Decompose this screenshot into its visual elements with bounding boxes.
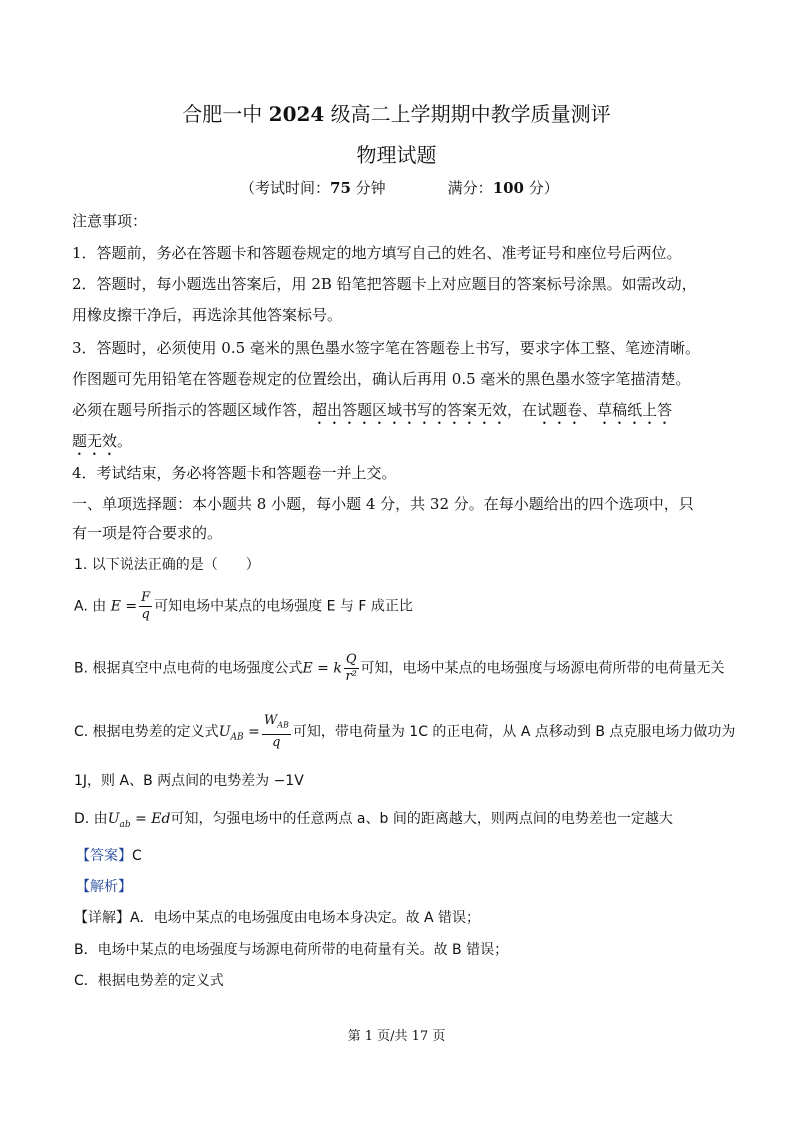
time-label: （考试时间： — [240, 179, 331, 197]
option-a-numerator: F — [141, 590, 151, 605]
notice-item-3-line-2: 作图题可先用铅笔在答题卷规定的位置绘出，确认后再用 0.5 毫米的黑色墨水签字笔描清楚。 — [72, 370, 691, 388]
option-d-suffix: 可知，匀强电场中的任意两点 a、b 间的距离越大，则两点间的电势差也一定越大 — [170, 811, 673, 827]
option-c-suffix: 可知，带电荷量为 1C 的正电荷，从 A 点移动到 B 点克服电场力做功为 — [292, 723, 736, 740]
notice-3-3f: 草稿纸上答 — [597, 401, 673, 419]
option-c-numerator — [262, 713, 291, 735]
page-number: 第 1 页/共 17 页 — [347, 1029, 446, 1044]
option-b-fraction — [344, 652, 359, 685]
time-value: 75 — [330, 179, 351, 197]
option-c-line-2: 1J，则 A、B 两点间的电势差为 −1V — [74, 773, 304, 789]
option-a-suffix: 可知电场中某点的电场强度 E 与 F 成正比 — [154, 598, 413, 615]
notice-item-2-line-2: 用橡皮擦干净后，再选涂其他答案标号。 — [72, 306, 343, 324]
notice-item-1: 1．答题前，务必在答题卡和答题卷规定的地方填写自己的姓名、准考证号和座位号后两位。 — [72, 244, 682, 262]
notice-3-3c: ，在 — [507, 401, 538, 419]
option-c-num-w: W — [263, 713, 278, 728]
detail-a-text: A．电场中某点的电场强度由电场本身决定。故 A 错误； — [130, 910, 481, 926]
notice-heading: 注意事项： — [72, 212, 148, 230]
answer-line — [76, 845, 142, 865]
exam-subject: 物理试题 — [356, 143, 437, 167]
score-unit: 分） — [524, 179, 559, 197]
notice-item-4: 4．考试结束，务必将答题卡和答题卷一并上交。 — [72, 464, 397, 482]
option-c-eq: = — [243, 723, 260, 740]
option-a-fraction — [139, 590, 152, 623]
notice-item-3-line-4 — [72, 430, 132, 459]
section-1-line-2: 有一项是符合要求的。 — [72, 524, 223, 542]
time-unit: 分钟 — [350, 179, 386, 197]
detail-b: B．电场中某点的电场强度与场源电荷所带的电荷量有关。故 B 错误； — [74, 942, 509, 958]
option-d-sub: ab — [119, 819, 131, 830]
notice-3-3b: 超出答题区域书写的答案无效 — [312, 401, 508, 419]
notice-item-3-line-3 — [72, 399, 672, 428]
option-a — [74, 590, 413, 623]
exam-info — [240, 177, 559, 198]
option-b-formula-lhs: E = k — [302, 660, 342, 677]
section-1-line-1: 一、单项选择题：本小题共 8 小题，每小题 4 分，共 32 分。在每小题给出的四个选项中，只 — [72, 495, 694, 513]
title-part2: 级高二上学期期中教学质量测评 — [324, 102, 611, 126]
notice-3-3e: 、 — [582, 401, 598, 419]
answer-label: 【答案】 — [76, 848, 132, 864]
option-b-denominator: r² — [345, 669, 357, 684]
option-a-formula-lhs: E = — [110, 598, 138, 615]
analysis-label: 【解析】 — [76, 879, 132, 895]
detail-label: 【详解】 — [74, 910, 130, 926]
option-d-formula: U — [107, 811, 120, 827]
option-a-denominator: q — [141, 607, 150, 622]
question-1-stem: 1. 以下说法正确的是（ ） — [74, 557, 260, 573]
notice-item-3-line-1: 3．答题时，必须使用 0.5 毫米的黑色墨水签字笔在答题卷上书写，要求字体工整、笔迹清晰。 — [72, 339, 700, 357]
option-d-prefix: D. 由 — [74, 811, 108, 827]
option-a-prefix: A. 由 — [74, 598, 107, 615]
option-b-suffix: 可知，电场中某点的电场强度与场源电荷所带的电荷量无关 — [360, 660, 725, 677]
score-label: 满分： — [447, 179, 493, 197]
option-b-prefix: B. 根据真空中点电荷的电场强度公式 — [74, 660, 303, 677]
option-b — [74, 652, 725, 685]
title-part1: 合肥一中 — [182, 102, 269, 126]
answer-value: C — [132, 848, 142, 864]
option-c-prefix: C. 根据电势差的定义式 — [74, 723, 219, 740]
notice-3-4: 题无效 — [72, 432, 118, 450]
notice-item-2-line-1: 2．答题时，每小题选出答案后，用 2B 铅笔把答题卡上对应题目的答案标号涂黑。如需改动， — [72, 275, 697, 293]
title-year: 2024 — [268, 102, 325, 126]
option-c-fraction — [262, 713, 291, 751]
notice-3-3d: 试题卷 — [537, 401, 583, 419]
option-d-eq: = Ed — [130, 811, 171, 827]
option-c — [74, 713, 735, 751]
option-c-sub: AB — [230, 732, 244, 743]
detail-a — [74, 907, 480, 927]
option-d — [74, 808, 673, 830]
option-b-numerator: Q — [345, 652, 357, 667]
notice-3-3a: 必须在题号所指示的答题区域作答， — [72, 401, 313, 419]
option-c-formula-lhs: U — [218, 723, 231, 740]
notice-3-4-end: 。 — [117, 432, 133, 450]
option-c-denominator: q — [272, 734, 281, 750]
detail-c: C．根据电势差的定义式 — [74, 973, 224, 989]
option-c-num-sub: AB — [277, 720, 289, 730]
score-value: 100 — [492, 179, 524, 197]
exam-title — [0, 98, 793, 127]
